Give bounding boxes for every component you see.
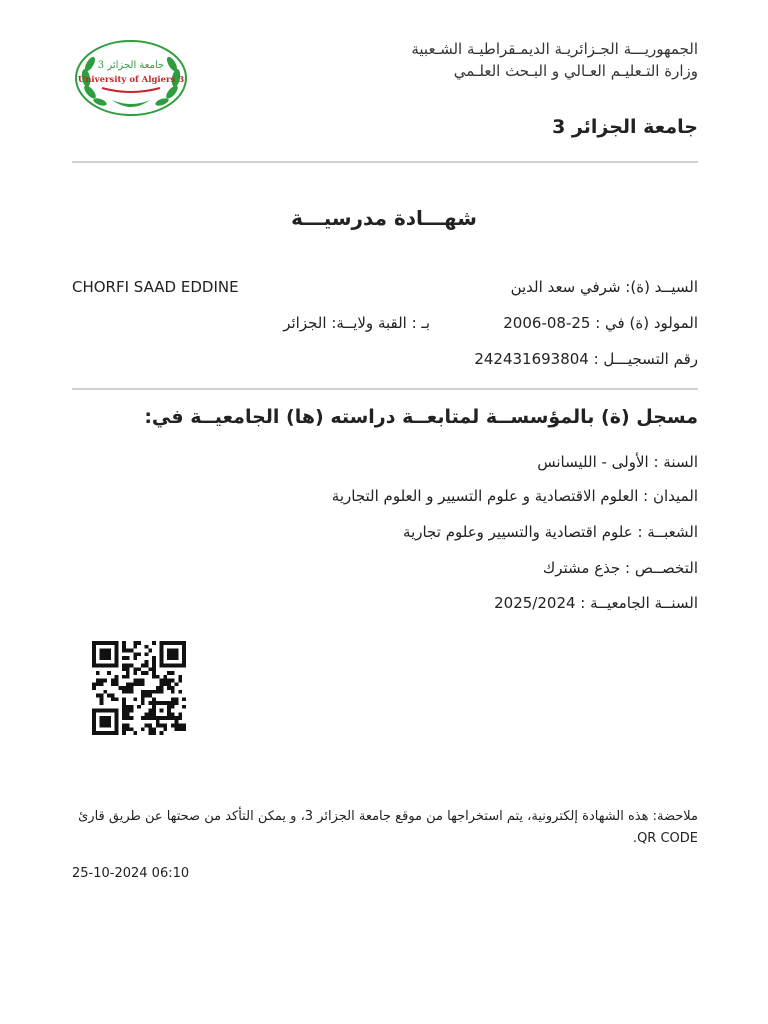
- academic-year: السنــة الجامعيــة : 2025/2024: [494, 594, 698, 612]
- registration-number: رقم التسجيـــل : 242431693804: [474, 350, 698, 368]
- republic-line: الجمهوريـــة الجـزائريـة الديمـقراطيـة الشـعبية: [411, 40, 698, 58]
- birth-date: المولود (ة) في : 25-08-2006: [503, 314, 698, 332]
- header-divider: [72, 161, 698, 163]
- study-branch: الشعبــة : علوم اقتصادية والتسيير وعلوم تجارية: [403, 523, 698, 541]
- ministry-line: وزارة التـعليـم العـالي و البـحث العلـمي: [453, 62, 698, 80]
- qr-code: [92, 641, 186, 735]
- study-year: السنة : الأولى - الليسانس: [537, 453, 698, 471]
- verification-note: ملاحضة: هذه الشهادة إلكترونية، يتم استخراجها من موقع جامعة الجزائر 3، و يمكن التأكد من صحتها عن طريق قارئ QR CODE.: [78, 809, 698, 846]
- logo-arabic-text: جامعة الجزائر 3: [97, 60, 165, 71]
- info-divider: [72, 388, 698, 390]
- university-logo: [72, 38, 190, 118]
- enrollment-title: مسجل (ة) بالمؤسســة لمتابعــة دراسته (ها) الجامعيــة في:: [144, 406, 698, 428]
- certificate-title: شهـــادة مدرسيـــة: [291, 206, 477, 230]
- logo-latin-text: University of Algiers 3: [77, 75, 185, 85]
- issue-timestamp: 25-10-2024 06:10: [72, 866, 190, 881]
- university-name: جامعة الجزائر 3: [552, 116, 698, 138]
- student-name-latin: CHORFI SAAD EDDINE: [72, 278, 239, 296]
- student-name-arabic: السيــد (ة): شرفي سعد الدين: [510, 278, 698, 296]
- birth-place: بـ : القبة ولايــة: الجزائر: [283, 314, 430, 332]
- study-field: الميدان : العلوم الاقتصادية و علوم التسيير و العلوم التجارية: [331, 487, 698, 505]
- study-specialty: التخصــص : جذع مشترك: [542, 559, 698, 577]
